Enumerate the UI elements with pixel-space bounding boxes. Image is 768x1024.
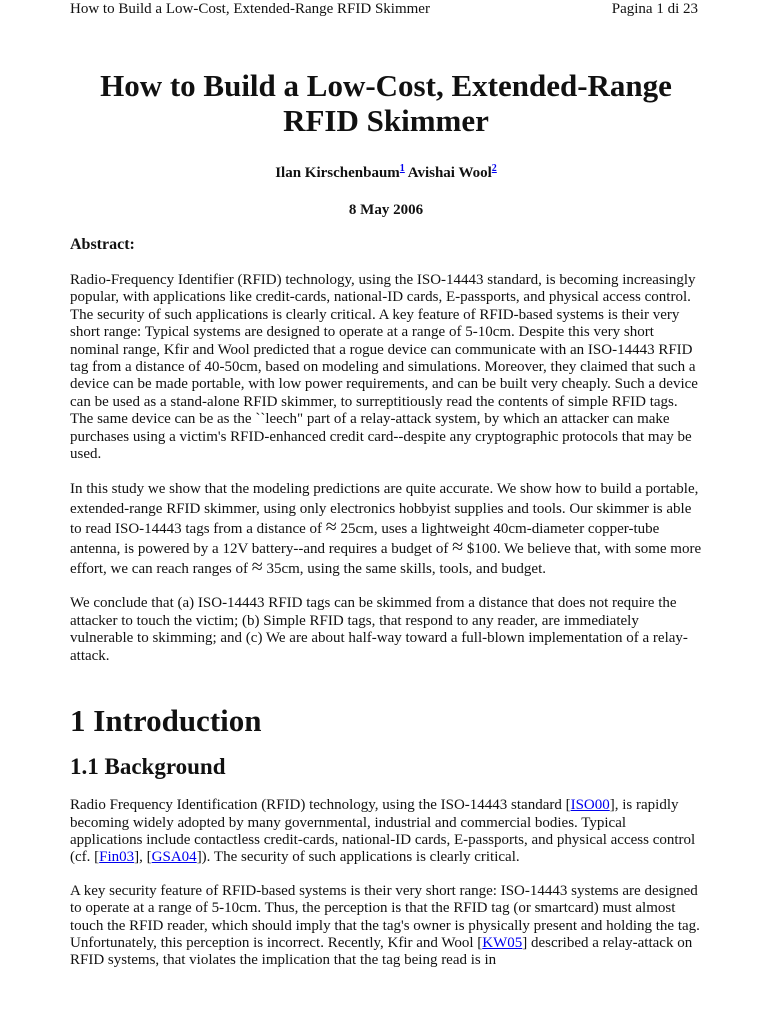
approx-symbol: ≈ [325,516,337,539]
background-paragraph-1 [70,797,702,867]
bg-p2-text-b: ] described a relay-attack on RFID systems, that violates the implication that the tag being read is in [70,934,693,969]
bg-p1-text-b: ], is rapidly becoming widely adopted by many governmental, industrial and commercial bodies. Typical applications include contactless credit-cards, national-ID cards, E-passports, and physical access control (cf. [ [70,797,696,866]
paper-title: How to Build a Low-Cost, Extended-Range RFID Skimmer [100,68,672,138]
citation-link-kw05[interactable]: KW05 [482,934,523,951]
abstract-paragraph-2 [70,479,702,579]
author-1: Ilan Kirschenbaum [275,165,400,181]
bg-p1-text-c: ], [ [134,849,152,866]
bg-p1-text-a: Radio Frequency Identification (RFID) technology, using the ISO-14443 standard [ [70,797,571,814]
background-paragraph-2 [70,883,702,970]
abstract-p2-text-d: 35cm, using the same skills, tools, and budget. [262,561,547,578]
abstract-heading: Abstract: [70,236,135,253]
approx-symbol: ≈ [251,556,263,579]
bg-p1-text-d: ]). The security of such applications is clearly critical. [196,849,520,866]
footnote-link-1[interactable]: 1 [399,163,405,174]
publication-date: 8 May 2006 [348,202,424,218]
abstract-paragraph-3: We conclude that (a) ISO-14443 RFID tags can be skimmed from a distance that does not require the attacker to touch the victim; (b) Simple RFID tags, that respond to any reader, are immediately vulnerable to skimming; and (c) We are about half-way toward a full-blown implementation of a relay-attack. [70,595,688,664]
running-title: How to Build a Low-Cost, Extended-Range RFID Skimmer [70,1,430,17]
section-heading-introduction: 1 Introduction [70,703,262,739]
abstract-p2-text-a: In this study we show that the modeling predictions are quite accurate. We show how to build a portable, extended-range RFID skimmer, using only electronics hobbyist supplies and tools. Our skimmer is able to read ISO-14443 tags from a distance of [70,481,699,538]
bg-p2-text-a: A key security feature of RFID-based systems is their very short range: ISO-14443 systems are designed to operate at a range of 5-10cm. Thus, the perception is that the RFID tag (or smartcard) must almost touch the RFID reader, which should imply that the tag's owner is physically present and holding the tag. Unfortunately, this perception is incorrect. Recently, Kfir and Wool [ [70,882,700,951]
footnote-link-2[interactable]: 2 [491,163,497,174]
subsection-heading-background: 1.1 Background [70,754,226,780]
author-line [70,160,702,182]
abstract-paragraph-1: Radio-Frequency Identifier (RFID) technology, using the ISO-14443 standard, is becoming increasingly popular, with applications like credit-cards, national-ID cards, E-passports, and physical access control. The security of such applications is clearly critical. A key feature of RFID-based systems is their very short range: Typical systems are designed to operate at a range of 5-10cm. Despite this very short nominal range, Kfir and Wool predicted that a rogue device can communicate with an ISO-14443 RFID tag from a distance of 40-50cm, based on modeling and simulations. Moreover, they claimed that such a device can be made portable, with low power requirements, and can be built very cheaply. Such a device can be used as a stand-alone RFID skimmer, to surreptitiously read the contents of simple RFID tags. The same device can be as the ``leech" part of a relay-attack system, by which an attacker can make purchases using a victim's RFID-enhanced credit card--despite any cryptographic protocols that may be used. [70,272,698,463]
running-header [0,0,768,22]
approx-symbol: ≈ [452,536,464,559]
abstract-p2-text-c: $100. We believe that, with some more effort, we can reach ranges of [70,541,702,578]
abstract-p2-text-b: 25cm, uses a lightweight 40cm-diameter copper-tube antenna, is powered by a 12V battery--and requires a budget of [70,521,660,558]
citation-link-gsa04[interactable]: GSA04 [151,849,197,866]
document-body [70,68,702,970]
author-2: Avishai Wool [407,165,492,181]
citation-link-iso00[interactable]: ISO00 [570,797,610,814]
citation-link-fin03[interactable]: Fin03 [99,849,135,866]
page-indicator: Pagina 1 di 23 [611,1,698,17]
